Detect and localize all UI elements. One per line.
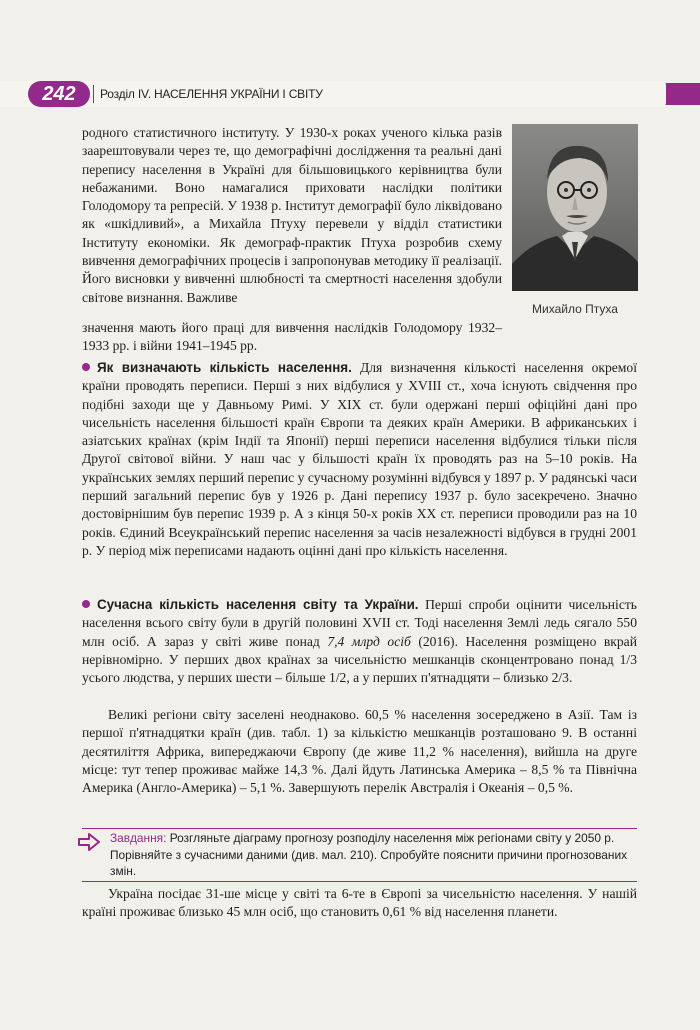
section-title: Розділ IV. НАСЕЛЕННЯ УКРАЇНИ І СВІТУ xyxy=(100,87,323,101)
paragraph-population xyxy=(82,596,637,687)
portrait-image xyxy=(512,124,638,291)
page-number: 242 xyxy=(28,81,90,107)
bullet-icon xyxy=(82,363,90,371)
population-body-a: Перші спроби оцінити чисельність населення всього світу були в другій половині XVII ст. Тоді населення Землі ледь сягало 550 млн осіб. А зараз у світі живе понад xyxy=(82,597,637,649)
task-body: Розгляньте діаграму прогнозу розподілу населення між регіонами світу у 2050 р. Порівняйте з сучасними даними (див. мал. 210). Спробуйте пояснити причини прогнозованих змін. xyxy=(110,831,628,878)
heading-population: Сучасна кількість населення світу та України. xyxy=(97,597,419,612)
population-body-b: (2016). Населення розміщено вкрай нерівномірно. У перших двох країнах за чисельністю мешканців сконцентровано понад 1/3 усього людства, у перших шести – більше 1/2, а у перших п'ятнадцяти – близько 2/3. xyxy=(82,633,637,686)
population-emphasis: 7,4 млрд осіб xyxy=(327,633,411,649)
bullet-icon xyxy=(82,600,90,608)
header-divider xyxy=(93,85,94,103)
portrait-photo xyxy=(512,124,638,291)
paragraph-intro-continued: значення мають його праці для вивчення наслідків Голодомору 1932–1933 рр. і війни 1941–1945 рр. xyxy=(82,320,502,354)
paragraph-regions: Великі регіони світу заселені неоднаково. 60,5 % населення зосереджено в Азії. Там із першої п'ятнадцятки країн (див. табл. 1) за кількістю мешканців розташовано 9. В останні десятиліття Африка, випереджаючи Європу (де живе 11,2 % населення), вийшла на друге місце: тут тепер проживає майже 14,3 %. Далі йдуть Латинська Америка – 8,5 % та Північна Америка (Англо-Америка) – 5,1 %. Завершують перелік Австралія і Океанія – 0,5 %. xyxy=(82,707,637,796)
photo-caption: Михайло Птуха xyxy=(532,302,618,316)
paragraph-ukraine: Україна посідає 31-ше місце у світі та 6-те в Європі за чисельністю населення. У нашій країні проживає близько 45 млн осіб, що становить 0,61 % від населення планети. xyxy=(82,886,637,920)
task-label: Завдання: xyxy=(110,831,167,845)
heading-census: Як визначають кількість населення. xyxy=(97,360,352,375)
paragraph-intro: родного статистичного інституту. У 1930-х роках ученого кілька разів заарештовували через те, що демографічні дослідження та реальні дані перепису населення в Україні для більшовицького керівництва були небажаними. Воно намагалися приховати наслідки політики Голодомору та репресій. У 1938 р. Інститут демографії було ліквідовано як «шкідливий», а Михайла Птуху перевели у відділ статистики Інституту економіки. Як демограф-практик Птуха розробив схему вивчення демографічних процесів і запропонував методику її реалізації. Його висновки у вивченні шлюбності та смертності населення здобули світове визнання. Важливе xyxy=(82,125,502,305)
census-body: Для визначення кількості населення окремої країни проводять переписи. Перші з них відбулися у XVIII ст., хоча існують свідчення про подібні заходи ще у Давньому Римі. У XIX ст. були одержані перші офіційні дані про чисельність населення більшості країн Європи та деяких країн Америки. В африканських і азіатських країнах (крім Індії та Японії) перші переписи населення відбулися тільки після Другої світової війни. У наш час у більшості країн їх проводять раз на 5–10 років. На українських землях перший перепис у сучасному розумінні відбувся у 1897 р. У радянські часи перший загальний перепис був у 1926 р. Дані перепису 1937 р. було засекречено. Значно достовірнішим був перепис 1939 р. А з кінця 50-х років XX ст. переписи проводили раз на 10 років. Єдиний Всеукраїнський перепис населення за часів незалежності відбувся в грудні 2001 р. У період між переписами надають оцінні дані про кількість населення. xyxy=(82,360,637,558)
paragraph-census xyxy=(82,359,637,560)
arrow-right-icon xyxy=(78,833,100,851)
task-text xyxy=(110,830,636,880)
